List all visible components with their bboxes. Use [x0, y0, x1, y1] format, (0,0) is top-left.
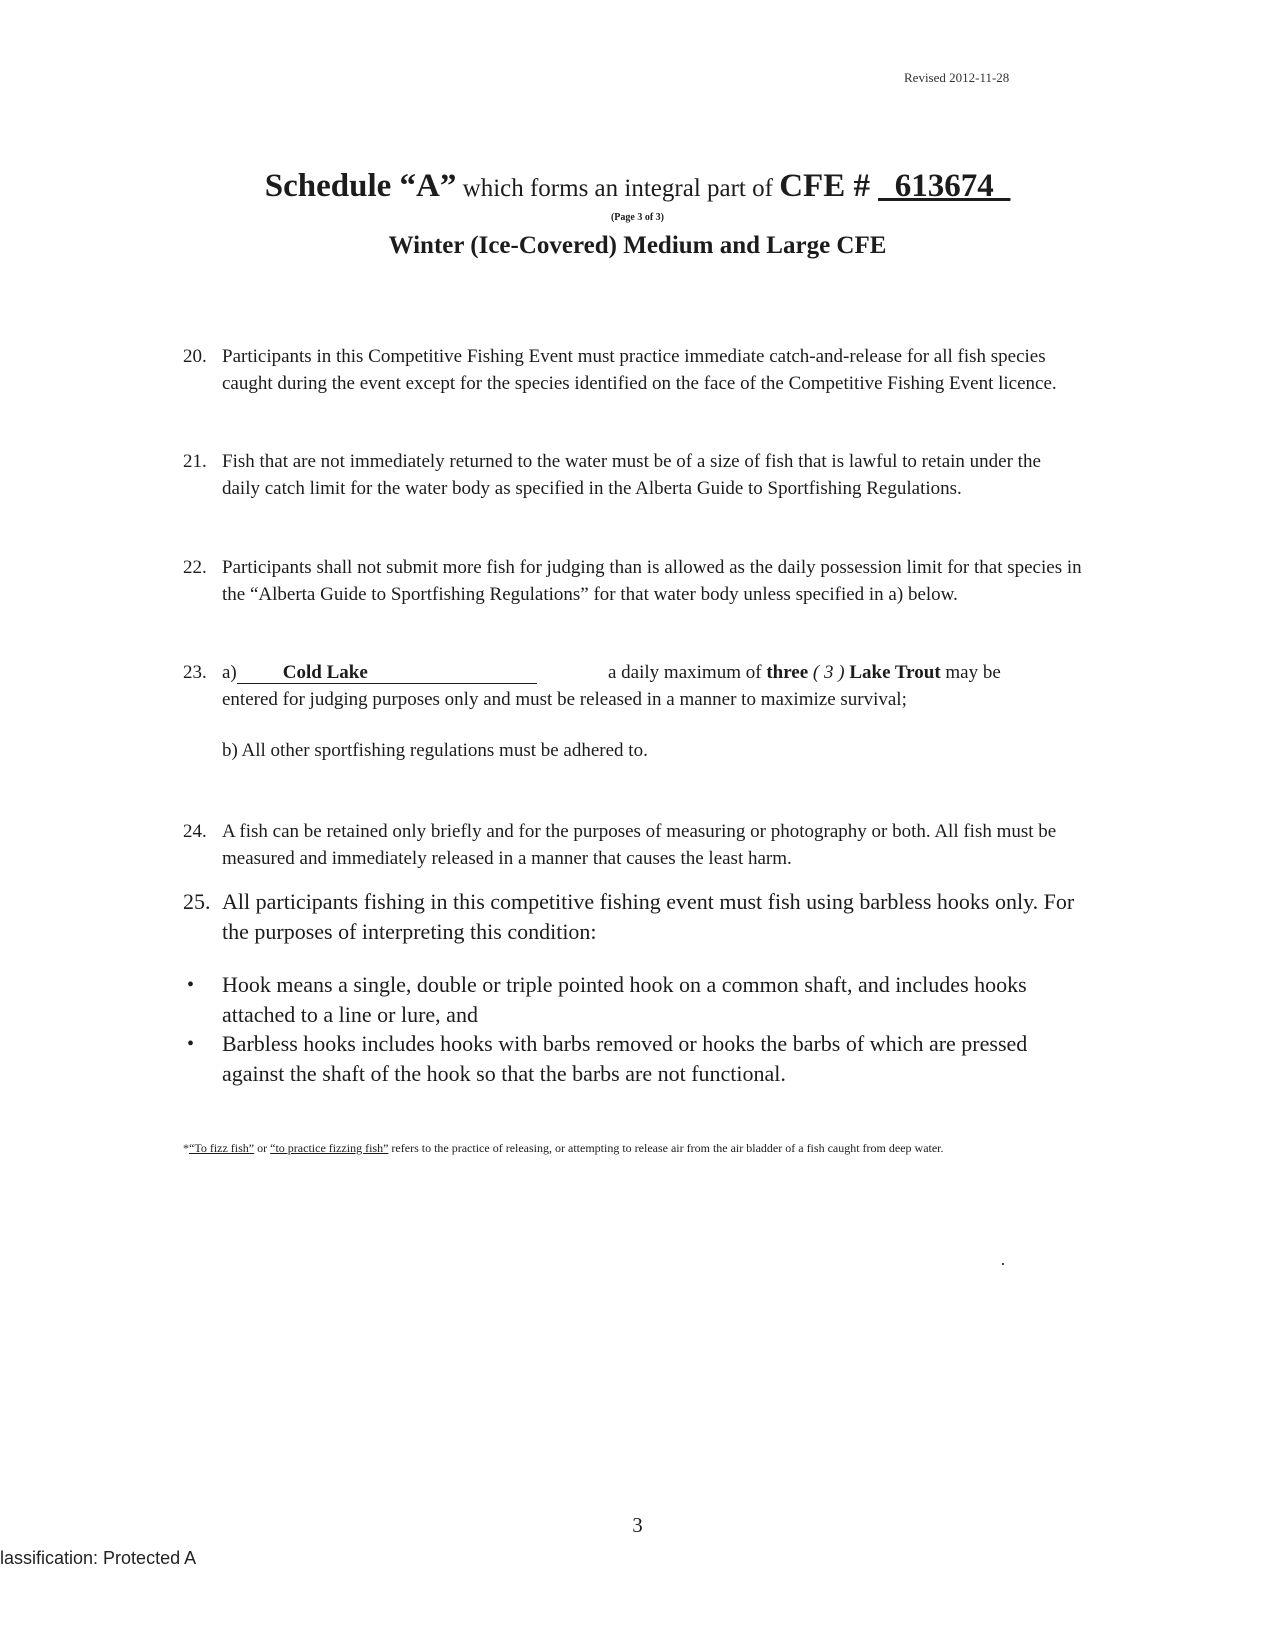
bullet-barbless-definition [183, 1029, 1083, 1089]
condition-23 [183, 659, 1083, 713]
condition-25 [183, 887, 1083, 947]
bullet-symbol: • [187, 974, 195, 996]
count-word: three [766, 662, 809, 683]
water-body-name: Cold Lake [282, 662, 368, 683]
title-cfe-label: CFE # [779, 168, 879, 204]
bullet-text: Barbless hooks includes hooks with barbs removed or hooks the barbs of which are pressed against the shaft of the hook so that the barbs are not functional. [222, 1031, 1028, 1086]
condition-23-b: b) All other sportfishing regulations must be adhered to. [222, 740, 648, 761]
footnote-text: refers to the practice of releasing, or attempting to release air from the air bladder of a fish caught from deep water. [388, 1141, 944, 1155]
revised-date: Revised 2012-11-28 [904, 70, 1010, 85]
page-number: 3 [632, 1513, 643, 1537]
footnote: *“To fizz fish” or “to practice fizzing fish” refers to the practice of releasing, or attempting to release air from the air bladder of a fish caught from deep water. [183, 1141, 944, 1155]
condition-text: Participants shall not submit more fish for judging than is allowed as the daily possession limit for that species in the “Alberta Guide to Sportfishing Regulations” for that water body unless specified in a) below. [222, 557, 1082, 605]
condition-21 [183, 448, 1083, 502]
condition-text: All participants fishing in this competitive fishing event must fish using barbless hooks only. For the purposes of interpreting this condition: [222, 889, 1075, 944]
condition-number: 21. [183, 451, 207, 472]
condition-text: Fish that are not immediately returned to the water must be of a size of fish that is lawful to retain under the daily catch limit for the water body as specified in the Alberta Guide to Sportfishing Regulations. [222, 451, 1041, 499]
page-of-indicator: (Page 3 of 3) [610, 212, 665, 223]
condition-20 [183, 343, 1083, 397]
condition-text: A fish can be retained only briefly and for the purposes of measuring or photography or both. All fish must be measured and immediately released in a manner that causes the least harm. [222, 821, 1057, 869]
condition-number: 22. [183, 557, 207, 578]
bullet-hook-definition [183, 970, 1083, 1030]
condition-23-line2: entered for judging purposes only and must be released in a manner to maximize survival; [222, 689, 907, 710]
condition-number: 23. [183, 662, 207, 683]
bullet-text: Hook means a single, double or triple pointed hook on a common shaft, and includes hooks attached to a line or lure, and [222, 972, 1027, 1027]
condition-number: 20. [183, 346, 207, 367]
scan-speck [1002, 1263, 1004, 1265]
cfe-number: _613674_ [878, 168, 1011, 204]
condition-text: Participants in this Competitive Fishing Event must practice immediate catch-and-release for all fish species caught during the event except for the species identified on the face of the Competitive Fishing Event licence. [222, 346, 1057, 394]
footnote-term-fizzing: “to practice fizzing fish” [270, 1141, 389, 1155]
classification-label: lassification: Protected A [0, 1548, 197, 1568]
document-subtitle: Winter (Ice-Covered) Medium and Large CFE [388, 232, 887, 259]
footnote-term-fizz-fish: “To fizz fish” [189, 1141, 255, 1155]
title-schedule-a: Schedule “A” [264, 168, 457, 204]
bullet-symbol: • [187, 1033, 195, 1055]
condition-23-label-a: a) [222, 662, 237, 683]
condition-24 [183, 818, 1083, 872]
title-integral-part: which forms an integral part of [456, 175, 780, 202]
species-name: Lake Trout [849, 662, 941, 683]
water-body-field [237, 663, 537, 684]
condition-number: 24. [183, 821, 207, 842]
condition-number: 25. [183, 889, 211, 914]
schedule-title [0, 168, 1275, 205]
condition-23-limit: a daily maximum of three ( 3 ) Lake Trout may be [608, 662, 1001, 683]
count-number: ( 3 ) [808, 662, 850, 683]
condition-22 [183, 554, 1083, 608]
